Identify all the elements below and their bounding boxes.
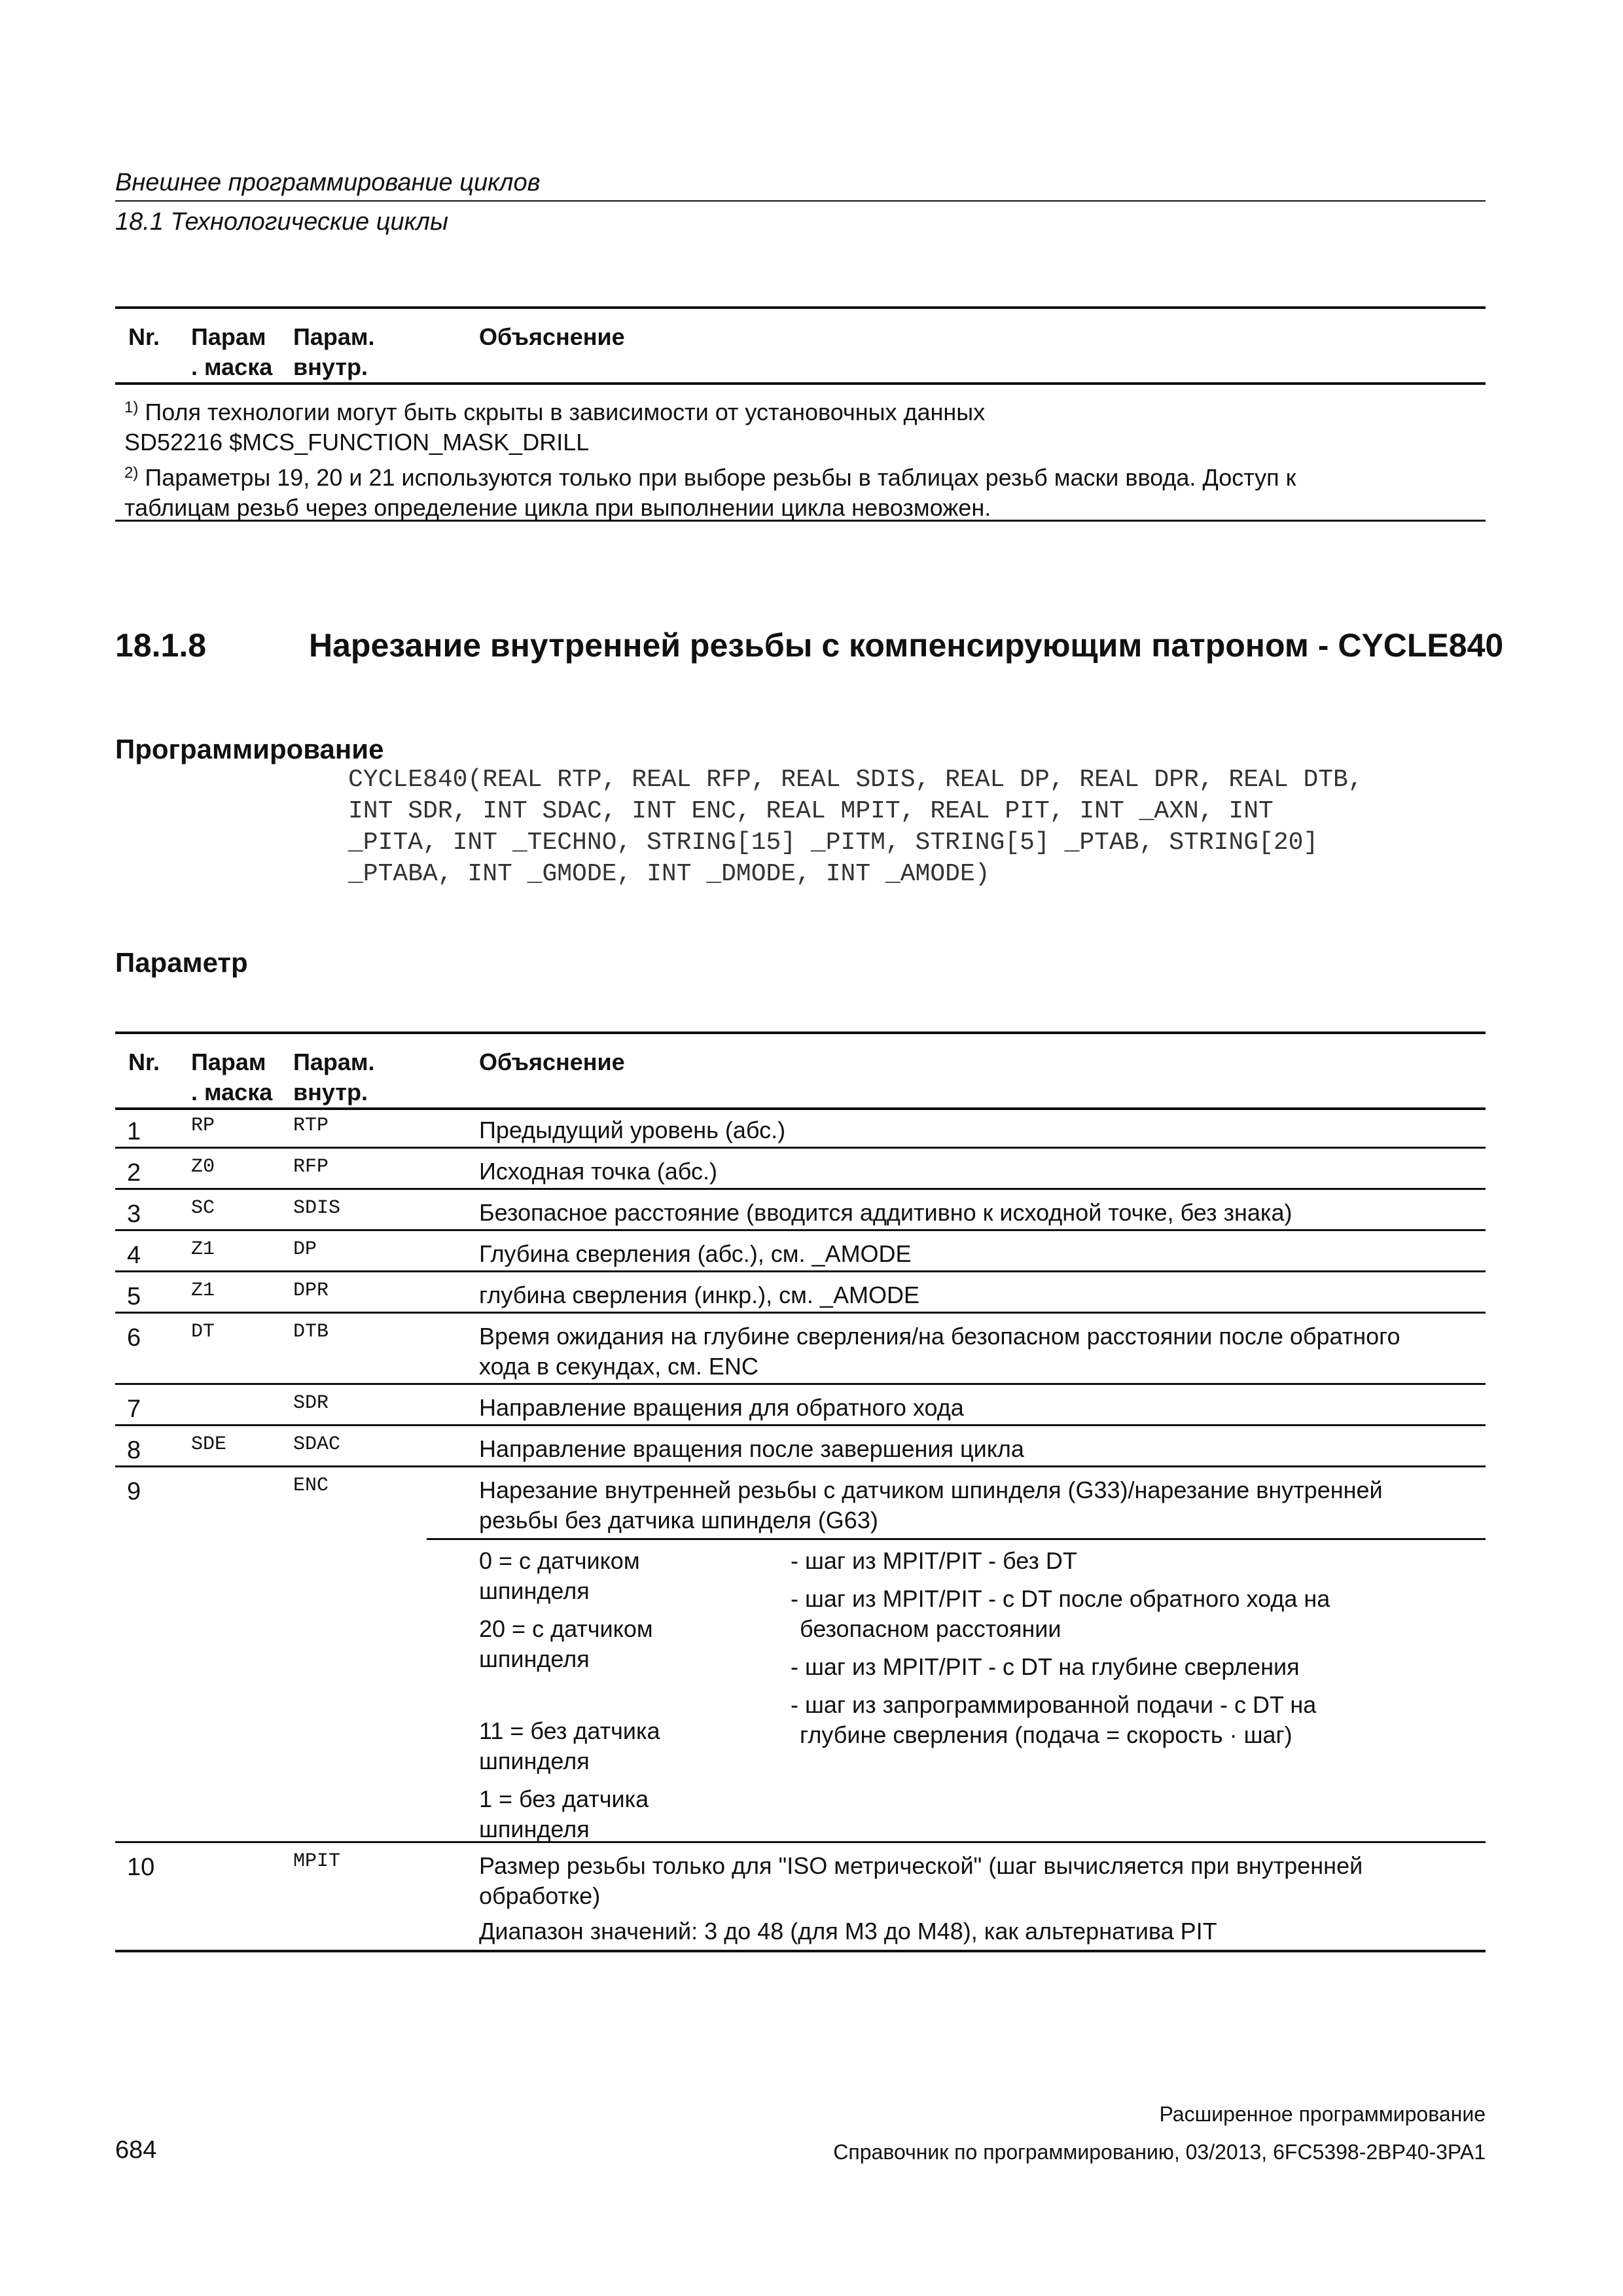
footer-book-title: Расширенное программирование (1159, 2102, 1486, 2126)
row-param-int: DPR (293, 1280, 329, 1302)
enc-description: - шаг из запрограммированной подачи - с DT на глубине сверления (подача = скорость · шаг) (791, 1691, 1317, 1748)
table-row (115, 1385, 1486, 1426)
row-explanation: Предыдущий уровень (абс.) (479, 1117, 786, 1143)
table-row (115, 1149, 1486, 1190)
programming-heading: Программирование (115, 734, 384, 764)
row-explanation: Направление вращения после завершения цикла (479, 1435, 1024, 1462)
section-number: 18.1.8 (115, 627, 207, 664)
row-nr: 8 (127, 1437, 141, 1464)
col-param-mask: Парам . маска (191, 323, 273, 380)
row-param-int: DTB (293, 1321, 329, 1343)
section-title: Нарезание внутренней резьбы с компенсирующим патроном - CYCLE840 (309, 627, 1504, 664)
footnote-1: $^{1)}$ Поля технологии могут быть скрыты в зависимости от установочных данных SD52216 $MCS_FUNCTION_MASK_DRILL (124, 399, 986, 456)
row-nr: 10 (127, 1854, 155, 1881)
row-param-mask: SDE (191, 1433, 227, 1456)
row-explanation: Безопасное расстояние (вводится аддитивно к исходной точке, без знака) (479, 1199, 1293, 1226)
enc-description: - шаг из MPIT/PIT - без DT (791, 1547, 1077, 1574)
params-heading: Параметр (115, 947, 248, 978)
running-header-section: 18.1 Технологические циклы (115, 208, 448, 236)
col-explanation: Объяснение (479, 323, 625, 350)
row-nr: 2 (127, 1159, 141, 1187)
row-explanation: Время ожидания на глубине сверления/на безопасном расстоянии после обратного хода в секундах, см. ENC (479, 1323, 1400, 1380)
col-param-mask: Парам . маска (191, 1049, 273, 1105)
footer-reference: Справочник по программированию, 03/2013, 6FC5398-2BP40-3PA1 (833, 2140, 1486, 2164)
table-row (115, 1272, 1486, 1314)
row-nr: 1 (127, 1118, 141, 1145)
enc-description: - шаг из MPIT/PIT - с DT после обратного хода на безопасном расстоянии (791, 1585, 1330, 1642)
page-number: 684 (115, 2136, 157, 2164)
running-header-chapter: Внешнее программирование циклов (115, 169, 541, 196)
row-nr: 5 (127, 1283, 141, 1310)
col-explanation: Объяснение (479, 1049, 625, 1075)
row-param-mask: DT (191, 1321, 215, 1343)
col-nr: Nr. (128, 323, 160, 350)
code-line-2: INT SDR, INT SDAC, INT ENC, REAL MPIT, REAL PIT, INT _AXN, INT (348, 797, 1274, 825)
row-param-mask: SC (191, 1197, 215, 1219)
row-param-mask: RP (191, 1115, 215, 1137)
row-explanation: Направление вращения для обратного хода (479, 1394, 964, 1421)
row-explanation: глубина сверления (инкр.), см. _AMODE (479, 1282, 919, 1308)
col-param-int: Парам. внутр. (293, 323, 375, 380)
footnote-2: $^{2)}$ Параметры 19, 20 и 21 используются только при выборе резьбы в таблицах резьб маски ввода. Доступ к таблицам резьб через определение цикла при выполнении цикла невозможен. (124, 464, 1296, 521)
row-nr: 4 (127, 1242, 141, 1269)
table-header (115, 1031, 1486, 1110)
row-param-int: RTP (293, 1115, 329, 1137)
table-row (115, 1314, 1486, 1385)
enc-option: 11 = без датчика шпинделя (479, 1717, 660, 1774)
row-param-int: ENC (293, 1475, 329, 1497)
row-param-int: SDIS (293, 1197, 341, 1219)
row-nr: 7 (127, 1395, 141, 1423)
footnotes-block (115, 385, 1486, 522)
parameter-table (115, 1031, 1486, 1950)
row-nr: 3 (127, 1200, 141, 1228)
row-explanation: Глубина сверления (абс.), см. _AMODE (479, 1240, 912, 1267)
row-param-int: SDR (293, 1392, 329, 1414)
col-param-int: Парам. внутр. (293, 1049, 375, 1105)
enc-sub-rule (427, 1538, 1486, 1540)
table-row (115, 1107, 1486, 1149)
enc-option: 0 = с датчиком шпинделя (479, 1547, 640, 1604)
row-param-int: SDAC (293, 1433, 341, 1456)
row-param-int: MPIT (293, 1850, 341, 1873)
enc-option: 1 = без датчика шпинделя (479, 1785, 649, 1842)
row-explanation: Нарезание внутренней резьбы с датчиком шпинделя (G33)/нарезание внутренней резьбы без датчика шпинделя (G63) (479, 1477, 1383, 1534)
table-row (115, 1843, 1486, 1952)
row-explanation: Исходная точка (абс.) (479, 1158, 717, 1185)
code-line-3: _PITA, INT _TECHNO, STRING[15] _PITM, STRING[5] _PTAB, STRING[20] (348, 829, 1319, 857)
row-param-int: RFP (293, 1156, 329, 1178)
row-nr: 9 (127, 1478, 141, 1505)
row-param-mask: Z1 (191, 1238, 215, 1261)
table-row (115, 1467, 1486, 1843)
enc-description: - шаг из MPIT/PIT - с DT на глубине сверления (791, 1653, 1300, 1680)
row-param-mask: Z0 (191, 1156, 215, 1178)
col-nr: Nr. (128, 1049, 160, 1075)
footnote-table (115, 306, 1486, 522)
code-line-1: CYCLE840(REAL RTP, REAL RFP, REAL SDIS, REAL DP, REAL DPR, REAL DTB, (348, 766, 1363, 794)
code-line-4: _PTABA, INT _GMODE, INT _DMODE, INT _AMODE) (348, 860, 990, 888)
table-row (115, 1231, 1486, 1272)
row-explanation: Размер резьбы только для "ISO метрической" (шаг вычисляется при внутренней обработке) (479, 1852, 1363, 1909)
table-header (115, 306, 1486, 385)
table-row (115, 1190, 1486, 1231)
header-rule (115, 200, 1486, 202)
row-param-mask: Z1 (191, 1280, 215, 1302)
row-nr: 6 (127, 1324, 141, 1352)
table-row (115, 1426, 1486, 1467)
row-param-int: DP (293, 1238, 317, 1261)
enc-option: 20 = с датчиком шпинделя (479, 1615, 653, 1672)
row-explanation-range: Диапазон значений: 3 до 48 (для M3 до M48), как альтернатива PIT (479, 1918, 1217, 1945)
